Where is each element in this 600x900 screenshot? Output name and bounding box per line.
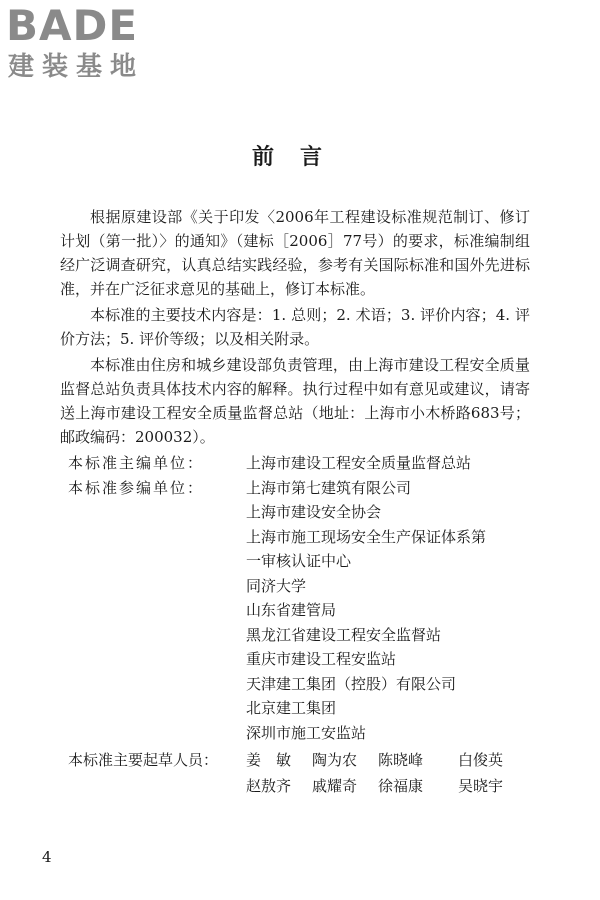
units-section: [60, 451, 530, 745]
participating-unit: 上海市建设安全协会: [246, 503, 382, 521]
participating-unit: 上海市第七建筑有限公司: [246, 478, 412, 497]
drafter-name: 陈晓峰: [378, 751, 424, 769]
drafters-section: [60, 747, 530, 799]
paragraph-2: 本标准的主要技术内容是：1. 总则；2. 术语；3. 评价内容；4. 评价方法；5. 评价等级；以及相关附录。: [60, 306, 530, 348]
participating-unit: 山东省建管局: [246, 601, 337, 619]
paragraph-1: 根据原建设部《关于印发〈2006年工程建设标准规范制订、修订计划（第一批）〉的通知》（建标［2006］77号）的要求，标准编制组经广泛调查研究，认真总结实践经验，参考有关国际标准和国外先进标准，并在广泛征求意见的基础上，修订本标准。: [60, 208, 530, 298]
participating-unit-row: [60, 647, 530, 672]
participating-unit-row: [60, 574, 530, 599]
drafter-name: 姜 敏: [246, 751, 292, 769]
publisher-logo: [6, 1, 176, 82]
drafters-label: 本标准主要起草人员：: [68, 751, 219, 769]
participating-units-label: 本标准参编单位：: [68, 478, 205, 497]
chief-unit-row: [60, 451, 530, 476]
participating-unit-row: [60, 623, 530, 648]
participating-unit-row: [60, 500, 530, 525]
drafter-name: 徐福康: [378, 777, 424, 795]
drafter-name: 陶为农: [312, 751, 358, 769]
page-title: 前言: [251, 144, 348, 170]
participating-unit-row: [60, 721, 530, 746]
preface-body: [60, 205, 530, 799]
participating-unit: 一审核认证中心: [246, 552, 352, 570]
participating-unit: 黑龙江省建设工程安全监督站: [246, 625, 442, 644]
participating-unit-row: [60, 598, 530, 623]
page-number: 4: [42, 848, 52, 866]
participating-unit: 上海市施工现场安全生产保证体系第: [246, 527, 487, 546]
participating-unit-row: [60, 696, 530, 721]
drafter-name: 赵敖齐: [246, 777, 292, 795]
paragraph-3: 本标准由住房和城乡建设部负责管理，由上海市建设工程安全质量监督总站负责具体技术内容的解释。执行过程中如有意见或建议，请寄送上海市建设工程安全质量监督总站（地址：上海市小木桥路683号；邮政编码：200032）。: [60, 356, 530, 446]
participating-unit: 重庆市建设工程安监站: [246, 650, 397, 668]
logo-subtitle: 建装基地: [8, 52, 145, 82]
participating-unit: 北京建工集团: [246, 699, 337, 717]
participating-unit: 天津建工集团（控股）有限公司: [246, 674, 457, 693]
participating-unit: 深圳市施工安监站: [246, 723, 367, 742]
drafter-name: 白俊英: [458, 751, 504, 769]
participating-unit-row: [60, 476, 530, 501]
chief-unit-label: 本标准主编单位：: [68, 454, 205, 472]
participating-unit-row: [60, 672, 530, 697]
participating-unit: 同济大学: [246, 576, 307, 595]
logo-wordmark: BADE: [6, 1, 139, 50]
drafter-name: 吴晓宇: [458, 777, 504, 795]
drafters-names: [246, 747, 528, 799]
participating-unit-row: [60, 525, 530, 550]
participating-unit-row: [60, 549, 530, 574]
chief-unit-value: 上海市建设工程安全质量监督总站: [246, 454, 472, 472]
drafter-name: 戚耀奇: [312, 777, 358, 795]
